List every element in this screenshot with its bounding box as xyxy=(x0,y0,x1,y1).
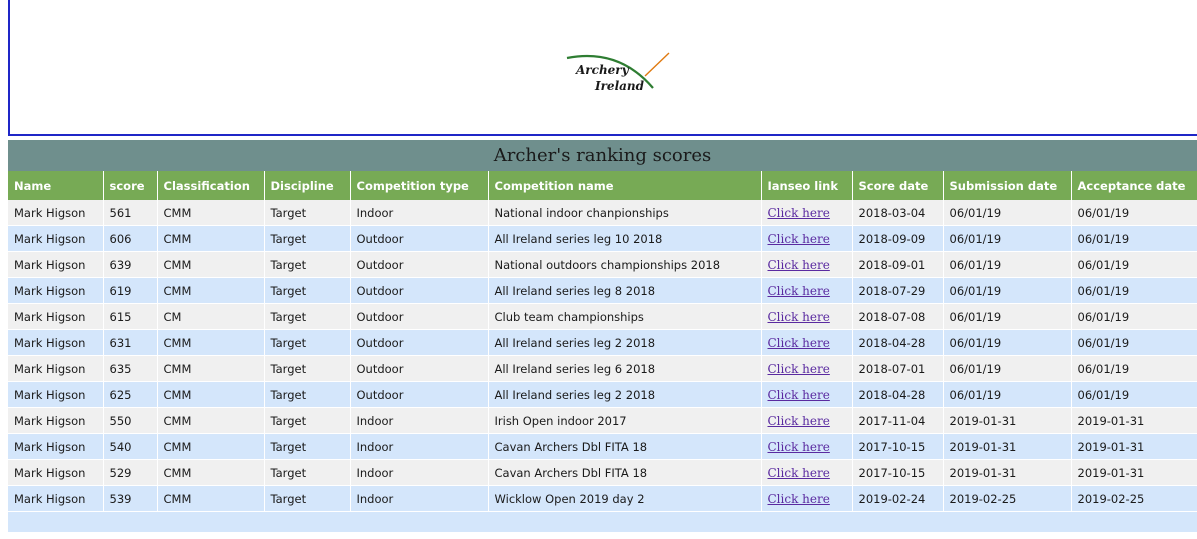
cell-score-date: 2018-09-01 xyxy=(852,252,943,278)
cell-ianseo-link xyxy=(761,408,852,434)
table-title: Archer's ranking scores xyxy=(8,140,1197,171)
cell-competition-type: Outdoor xyxy=(350,330,488,356)
cell-discipline: Target xyxy=(264,382,350,408)
cell-submission-date: 06/01/19 xyxy=(943,200,1071,226)
cell-discipline: Target xyxy=(264,460,350,486)
cell-discipline: Target xyxy=(264,356,350,382)
cell-name: Mark Higson xyxy=(8,278,103,304)
cell-competition-type: Outdoor xyxy=(350,226,488,252)
cell-ianseo-link xyxy=(761,330,852,356)
cell-competition-type: Outdoor xyxy=(350,356,488,382)
cell-score-date: 2018-03-04 xyxy=(852,200,943,226)
cell-competition-name: All Ireland series leg 10 2018 xyxy=(488,226,761,252)
cell-acceptance-date: 2019-01-31 xyxy=(1071,434,1197,460)
cell-score-date: 2017-10-15 xyxy=(852,460,943,486)
cell-discipline: Target xyxy=(264,486,350,512)
cell-competition-type: Indoor xyxy=(350,200,488,226)
cell-acceptance-date: 2019-01-31 xyxy=(1071,460,1197,486)
cell-ianseo-link xyxy=(761,382,852,408)
cell-score-date: 2018-04-28 xyxy=(852,382,943,408)
cell-score: 550 xyxy=(103,408,157,434)
cell-classification: CMM xyxy=(157,382,264,408)
table-row xyxy=(8,330,1197,356)
cell-classification: CMM xyxy=(157,226,264,252)
cell-submission-date: 06/01/19 xyxy=(943,226,1071,252)
cell-name: Mark Higson xyxy=(8,252,103,278)
cell-ianseo-link xyxy=(761,356,852,382)
ianseo-link[interactable]: Click here xyxy=(767,491,830,506)
cell-competition-name: Cavan Archers Dbl FITA 18 xyxy=(488,460,761,486)
cell-submission-date: 06/01/19 xyxy=(943,382,1071,408)
cell-score-date: 2018-09-09 xyxy=(852,226,943,252)
cell-score: 619 xyxy=(103,278,157,304)
cell-acceptance-date: 06/01/19 xyxy=(1071,200,1197,226)
cell-discipline: Target xyxy=(264,226,350,252)
ianseo-link[interactable]: Click here xyxy=(767,361,830,376)
cell-name: Mark Higson xyxy=(8,382,103,408)
cell-competition-type: Outdoor xyxy=(350,382,488,408)
table-header-row xyxy=(8,171,1197,200)
cell-competition-type: Outdoor xyxy=(350,304,488,330)
cell-classification: CMM xyxy=(157,408,264,434)
table-row xyxy=(8,382,1197,408)
cell-discipline: Target xyxy=(264,252,350,278)
cell-name: Mark Higson xyxy=(8,460,103,486)
cell-ianseo-link xyxy=(761,434,852,460)
cell-submission-date: 06/01/19 xyxy=(943,330,1071,356)
table-row xyxy=(8,434,1197,460)
cell-classification: CMM xyxy=(157,330,264,356)
cell-classification: CMM xyxy=(157,200,264,226)
cell-classification: CMM xyxy=(157,278,264,304)
table-row xyxy=(8,356,1197,382)
cell-competition-name: All Ireland series leg 6 2018 xyxy=(488,356,761,382)
column-header-ianseo-link: Ianseo link xyxy=(761,171,852,200)
table-footer-strip xyxy=(8,512,1197,532)
cell-competition-name: National outdoors championships 2018 xyxy=(488,252,761,278)
table-body xyxy=(8,200,1197,512)
table-row xyxy=(8,200,1197,226)
ianseo-link[interactable]: Click here xyxy=(767,387,830,402)
cell-discipline: Target xyxy=(264,434,350,460)
table-row xyxy=(8,226,1197,252)
cell-score-date: 2017-11-04 xyxy=(852,408,943,434)
cell-competition-name: National indoor chanpionships xyxy=(488,200,761,226)
cell-competition-name: All Ireland series leg 2 2018 xyxy=(488,382,761,408)
cell-competition-type: Indoor xyxy=(350,408,488,434)
cell-name: Mark Higson xyxy=(8,408,103,434)
cell-acceptance-date: 06/01/19 xyxy=(1071,278,1197,304)
table-row xyxy=(8,408,1197,434)
column-header-competition-name: Competition name xyxy=(488,171,761,200)
cell-acceptance-date: 06/01/19 xyxy=(1071,226,1197,252)
cell-score-date: 2018-04-28 xyxy=(852,330,943,356)
cell-submission-date: 06/01/19 xyxy=(943,304,1071,330)
cell-score: 631 xyxy=(103,330,157,356)
ianseo-link[interactable]: Click here xyxy=(767,205,830,220)
column-header-name: Name xyxy=(8,171,103,200)
cell-score: 625 xyxy=(103,382,157,408)
cell-competition-name: Club team championships xyxy=(488,304,761,330)
cell-ianseo-link xyxy=(761,460,852,486)
cell-name: Mark Higson xyxy=(8,226,103,252)
cell-score-date: 2018-07-29 xyxy=(852,278,943,304)
logo-text-ireland: Ireland xyxy=(595,79,645,93)
table-row xyxy=(8,304,1197,330)
cell-score: 606 xyxy=(103,226,157,252)
cell-name: Mark Higson xyxy=(8,304,103,330)
cell-competition-name: All Ireland series leg 2 2018 xyxy=(488,330,761,356)
ianseo-link[interactable]: Click here xyxy=(767,465,830,480)
cell-submission-date: 2019-01-31 xyxy=(943,408,1071,434)
cell-competition-type: Indoor xyxy=(350,434,488,460)
column-header-acceptance-date: Acceptance date xyxy=(1071,171,1197,200)
cell-acceptance-date: 2019-01-31 xyxy=(1071,408,1197,434)
cell-discipline: Target xyxy=(264,330,350,356)
table-row xyxy=(8,252,1197,278)
archery-ireland-logo[interactable] xyxy=(559,50,675,98)
cell-score-date: 2018-07-08 xyxy=(852,304,943,330)
cell-score: 561 xyxy=(103,200,157,226)
cell-competition-name: Irish Open indoor 2017 xyxy=(488,408,761,434)
cell-submission-date: 06/01/19 xyxy=(943,278,1071,304)
cell-acceptance-date: 06/01/19 xyxy=(1071,252,1197,278)
logo-text-archery: Archery xyxy=(576,63,629,77)
cell-classification: CMM xyxy=(157,460,264,486)
cell-name: Mark Higson xyxy=(8,434,103,460)
cell-acceptance-date: 06/01/19 xyxy=(1071,382,1197,408)
cell-score-date: 2019-02-24 xyxy=(852,486,943,512)
cell-classification: CMM xyxy=(157,434,264,460)
cell-competition-name: Cavan Archers Dbl FITA 18 xyxy=(488,434,761,460)
cell-name: Mark Higson xyxy=(8,200,103,226)
cell-competition-name: All Ireland series leg 8 2018 xyxy=(488,278,761,304)
cell-discipline: Target xyxy=(264,200,350,226)
cell-score: 529 xyxy=(103,460,157,486)
cell-submission-date: 2019-01-31 xyxy=(943,460,1071,486)
ianseo-link[interactable]: Click here xyxy=(767,283,830,298)
cell-score: 635 xyxy=(103,356,157,382)
ianseo-link[interactable]: Click here xyxy=(767,257,830,272)
cell-ianseo-link xyxy=(761,226,852,252)
column-header-classification: Classification xyxy=(157,171,264,200)
ianseo-link[interactable]: Click here xyxy=(767,439,830,454)
cell-score-date: 2017-10-15 xyxy=(852,434,943,460)
cell-score: 540 xyxy=(103,434,157,460)
ianseo-link[interactable]: Click here xyxy=(767,309,830,324)
cell-score: 539 xyxy=(103,486,157,512)
cell-competition-type: Outdoor xyxy=(350,278,488,304)
cell-score: 615 xyxy=(103,304,157,330)
cell-score-date: 2018-07-01 xyxy=(852,356,943,382)
cell-submission-date: 06/01/19 xyxy=(943,356,1071,382)
ranking-scores-table xyxy=(8,171,1197,512)
cell-ianseo-link xyxy=(761,304,852,330)
cell-submission-date: 2019-02-25 xyxy=(943,486,1071,512)
site-header xyxy=(8,0,1197,136)
ianseo-link[interactable]: Click here xyxy=(767,413,830,428)
cell-acceptance-date: 2019-02-25 xyxy=(1071,486,1197,512)
ianseo-link[interactable]: Click here xyxy=(767,335,830,350)
cell-score: 639 xyxy=(103,252,157,278)
cell-discipline: Target xyxy=(264,278,350,304)
ianseo-link[interactable]: Click here xyxy=(767,231,830,246)
cell-classification: CMM xyxy=(157,486,264,512)
cell-discipline: Target xyxy=(264,408,350,434)
cell-classification: CM xyxy=(157,304,264,330)
cell-submission-date: 2019-01-31 xyxy=(943,434,1071,460)
cell-ianseo-link xyxy=(761,200,852,226)
cell-competition-type: Outdoor xyxy=(350,252,488,278)
cell-acceptance-date: 06/01/19 xyxy=(1071,304,1197,330)
cell-competition-type: Indoor xyxy=(350,460,488,486)
column-header-competition-type: Competition type xyxy=(350,171,488,200)
cell-classification: CMM xyxy=(157,356,264,382)
cell-acceptance-date: 06/01/19 xyxy=(1071,356,1197,382)
cell-name: Mark Higson xyxy=(8,486,103,512)
cell-ianseo-link xyxy=(761,252,852,278)
column-header-submission-date: Submission date xyxy=(943,171,1071,200)
cell-competition-name: Wicklow Open 2019 day 2 xyxy=(488,486,761,512)
column-header-score: score xyxy=(103,171,157,200)
cell-submission-date: 06/01/19 xyxy=(943,252,1071,278)
cell-ianseo-link xyxy=(761,486,852,512)
column-header-discipline: Discipline xyxy=(264,171,350,200)
table-row xyxy=(8,486,1197,512)
cell-ianseo-link xyxy=(761,278,852,304)
cell-classification: CMM xyxy=(157,252,264,278)
ranking-scores-panel xyxy=(8,140,1197,532)
cell-name: Mark Higson xyxy=(8,330,103,356)
cell-name: Mark Higson xyxy=(8,356,103,382)
table-row xyxy=(8,278,1197,304)
cell-competition-type: Indoor xyxy=(350,486,488,512)
table-row xyxy=(8,460,1197,486)
column-header-score-date: Score date xyxy=(852,171,943,200)
cell-discipline: Target xyxy=(264,304,350,330)
cell-acceptance-date: 06/01/19 xyxy=(1071,330,1197,356)
